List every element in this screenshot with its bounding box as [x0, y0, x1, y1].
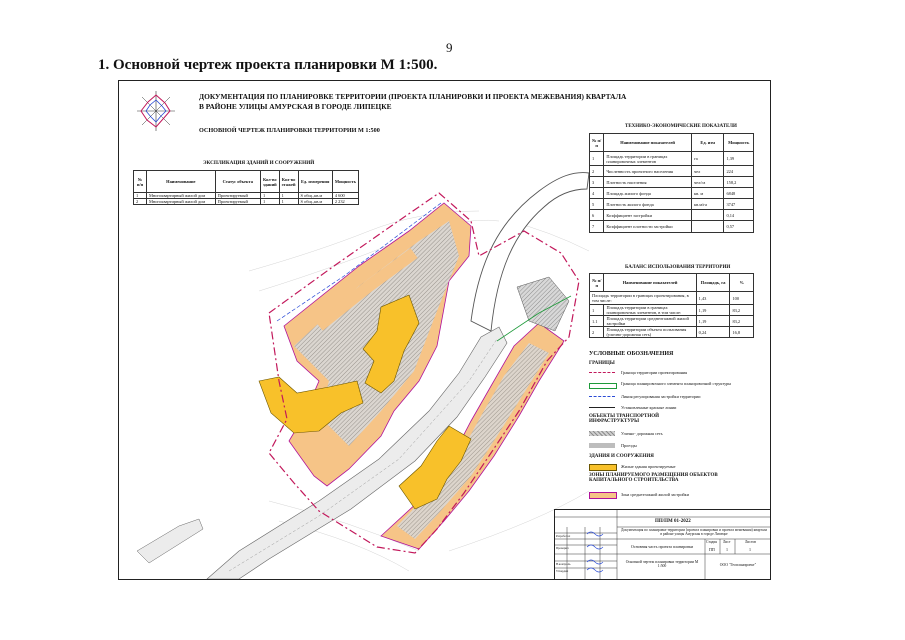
legend-swatch-green: [589, 383, 617, 389]
legend-swatch-redline: [589, 407, 615, 408]
balance-header: Площадь, га: [696, 274, 730, 292]
table-cell: 1: [279, 193, 298, 199]
section-heading: 1. Основной чертеж проекта планировки М 1:500.: [98, 57, 438, 73]
stamp-company: ООО "Геопланпроект": [719, 563, 757, 567]
table-cell: Площадь территории в границах проектирования, в том числе:: [590, 292, 697, 305]
legend-item: Зона среднеэтажной жилой застройки: [621, 492, 689, 497]
drawing-sheet: [118, 80, 771, 580]
explication-header: № п/п: [134, 171, 147, 193]
explication-header: Наименование: [146, 171, 215, 193]
table-cell: Площадь территории в границах планировочных элементов, в том числе:: [604, 305, 696, 316]
stamp-role: Н.контроль: [556, 562, 571, 566]
table-cell: S общ.,кв.м: [298, 199, 332, 205]
sheet-title-line2: В РАЙОНЕ УЛИЦЫ АМУРСКАЯ В ГОРОДЕ ЛИПЕЦКЕ: [199, 102, 392, 111]
table-cell: 0,57: [724, 221, 754, 233]
table-row: [590, 199, 754, 210]
table-cell: [691, 221, 723, 233]
table-cell: 4: [590, 188, 604, 199]
table-cell: Проектируемый: [215, 193, 260, 199]
table-cell: кв.м/га: [691, 199, 723, 210]
table-row: [590, 177, 754, 188]
table-cell: чел/га: [691, 177, 723, 188]
table-cell: 6848: [724, 188, 754, 199]
tep-header: № п/п: [590, 134, 604, 152]
table-cell: 1: [134, 193, 147, 199]
table-cell: 3: [590, 177, 604, 188]
table-cell: Многоквартирный жилой дом: [146, 199, 215, 205]
table-cell: 4 600: [332, 193, 358, 199]
table-cell: [691, 210, 723, 221]
legend-swatch-building: [589, 464, 617, 471]
table-cell: 1,39: [724, 152, 754, 166]
balance-header: %: [730, 274, 754, 292]
table-row: [590, 292, 754, 305]
stamp-code: ПП/ПМ 01-2022: [655, 519, 691, 524]
stamp-sheet-header: Лист: [723, 540, 731, 544]
tep-table: [589, 133, 754, 233]
balance-header: Наименование показателей: [604, 274, 696, 292]
balance-title: БАЛАНС ИСПОЛЬЗОВАНИЯ ТЕРРИТОРИИ: [625, 265, 731, 270]
legend: [589, 351, 759, 511]
table-cell: 100: [730, 292, 754, 305]
table-cell: 1,19: [696, 316, 730, 327]
table-cell: Площадь территории объекта пользования (улично-дорожная сеть): [604, 327, 696, 338]
table-row: [590, 221, 754, 233]
table-cell: 0,24: [696, 327, 730, 338]
table-cell: 0,14: [724, 210, 754, 221]
table-row: [590, 210, 754, 221]
legend-title: УСЛОВНЫЕ ОБОЗНАЧЕНИЯ: [589, 351, 674, 357]
balance-table: [589, 273, 754, 338]
legend-item: Граница территории проектирования: [621, 370, 688, 375]
table-row: [590, 188, 754, 199]
table-cell: 1.1: [590, 316, 604, 327]
legend-swatch-zone: [589, 492, 617, 499]
tep-header: Наименование показателей: [604, 134, 692, 152]
table-cell: Плотность населения: [604, 177, 692, 188]
table-cell: кв. м: [691, 188, 723, 199]
explication-header: Статус объекта: [215, 171, 260, 193]
table-cell: Численность проектного населения: [604, 166, 692, 177]
table-cell: 3747: [724, 199, 754, 210]
stamp-doc-title: Документация по планировке территории (проекта планировки и проекта межевания) квартала в районе улицы Амурская в городе Липецке: [621, 528, 767, 536]
table-cell: 1: [260, 199, 279, 205]
table-cell: Площадь жилого фонда: [604, 188, 692, 199]
table-row: [590, 152, 754, 166]
table-cell: Многоквартирный жилой дом: [146, 193, 215, 199]
legend-item: Установленные красные линии: [621, 405, 677, 410]
table-cell: Проектируемый: [215, 199, 260, 205]
table-cell: 158,2: [724, 177, 754, 188]
table-cell: 1: [590, 305, 604, 316]
table-cell: 224: [724, 166, 754, 177]
table-cell: 83,2: [730, 305, 754, 316]
table-cell: 2: [590, 166, 604, 177]
table-cell: 1: [279, 199, 298, 205]
table-cell: 83,2: [730, 316, 754, 327]
table-cell: 6: [590, 210, 604, 221]
table-cell: Площадь территории в границах планировочных элементов: [604, 152, 692, 166]
table-row: [590, 327, 754, 338]
legend-transport-title: ОБЪЕКТЫ ТРАНСПОРТНОЙ ИНФРАСТРУКТУРЫ: [589, 414, 660, 424]
legend-swatch-road: [589, 431, 615, 436]
sheet-title-line1: ДОКУМЕНТАЦИЯ ПО ПЛАНИРОВКЕ ТЕРРИТОРИИ (ПРОЕКТА ПЛАНИРОВКИ И ПРОЕКТА МЕЖЕВАНИЯ) КВАРТАЛА: [199, 92, 627, 101]
legend-swatch-red: [589, 372, 615, 373]
table-cell: га: [691, 152, 723, 166]
stamp-sheet-no: 1: [726, 547, 728, 552]
table-cell: Плотность жилого фонда: [604, 199, 692, 210]
table-cell: Площадь территории среднеэтажной жилой застройки: [604, 316, 696, 327]
table-cell: 7: [590, 221, 604, 233]
table-cell: 1,43: [696, 292, 730, 305]
explication-header: Кол-во этажей: [279, 171, 298, 193]
title-block: [554, 509, 770, 579]
legend-swatch-blue: [589, 396, 615, 397]
tep-title: ТЕХНИКО-ЭКОНОМИЧЕСКИЕ ПОКАЗАТЕЛИ: [625, 124, 737, 129]
legend-item: Граница планировочного элемента планировочной структуры: [621, 381, 732, 386]
table-row: [590, 166, 754, 177]
explication-header: Кол-во зданий: [260, 171, 279, 193]
stamp-sheets-total: 1: [749, 547, 751, 552]
table-cell: 16,8: [730, 327, 754, 338]
stamp-stage: ПП: [709, 547, 715, 552]
legend-buildings-title: ЗДАНИЯ И СООРУЖЕНИЯ: [589, 454, 654, 459]
table-row: [590, 316, 754, 327]
table-cell: Коэффициент плотности застройки: [604, 221, 692, 233]
table-cell: 1: [590, 152, 604, 166]
legend-item: Линия регулирования застройки территории: [621, 394, 701, 399]
stamp-role: Разработал: [556, 534, 571, 538]
tep-header: Ед. изм: [691, 134, 723, 152]
table-cell: чел: [691, 166, 723, 177]
table-cell: 1: [260, 193, 279, 199]
sheet-subtitle: ОСНОВНОЙ ЧЕРТЕЖ ПЛАНИРОВКИ ТЕРРИТОРИИ М 1:500: [199, 127, 380, 134]
table-cell: S общ.,кв.м: [298, 193, 332, 199]
page-number: 9: [446, 40, 453, 55]
stamp-drawing-title: Основной чертеж планировки территории М 1:500: [625, 560, 699, 568]
legend-item: Улично- дорожная сеть: [621, 431, 663, 436]
stamp-sheets-header: Листов: [745, 540, 756, 544]
table-row: [590, 305, 754, 316]
explication-header: Ед. измерения: [298, 171, 332, 193]
balance-header: № п/п: [590, 274, 604, 292]
legend-item: Жилые здания проектируемые: [621, 464, 676, 469]
table-cell: 2 232: [332, 199, 358, 205]
legend-item: Проезды: [621, 443, 637, 448]
legend-swatch-driveway: [589, 443, 615, 448]
explication-title: ЭКСПЛИКАЦИЯ ЗДАНИЙ И СООРУЖЕНИЙ: [203, 160, 315, 166]
table-cell: 5: [590, 199, 604, 210]
stamp-role: Проверил: [556, 546, 569, 550]
stamp-role: Утвердил: [556, 569, 569, 573]
legend-zones-title: ЗОНЫ ПЛАНИРУЕМОГО РАЗМЕЩЕНИЯ ОБЪЕКТОВ КАПИТАЛЬНОГО СТРОИТЕЛЬСТВА: [589, 473, 718, 483]
stamp-drawing-name: Основная часть проекта планировки: [630, 544, 694, 549]
table-cell: Коэффициент застройки: [604, 210, 692, 221]
table-cell: 2: [590, 327, 604, 338]
table-cell: 1,19: [696, 305, 730, 316]
stamp-stage-header: Стадия: [706, 540, 717, 544]
legend-boundaries-title: ГРАНИЦЫ: [589, 361, 615, 366]
table-cell: 2: [134, 199, 147, 205]
tep-header: Мощность: [724, 134, 754, 152]
explication-header: Мощность: [332, 171, 358, 193]
